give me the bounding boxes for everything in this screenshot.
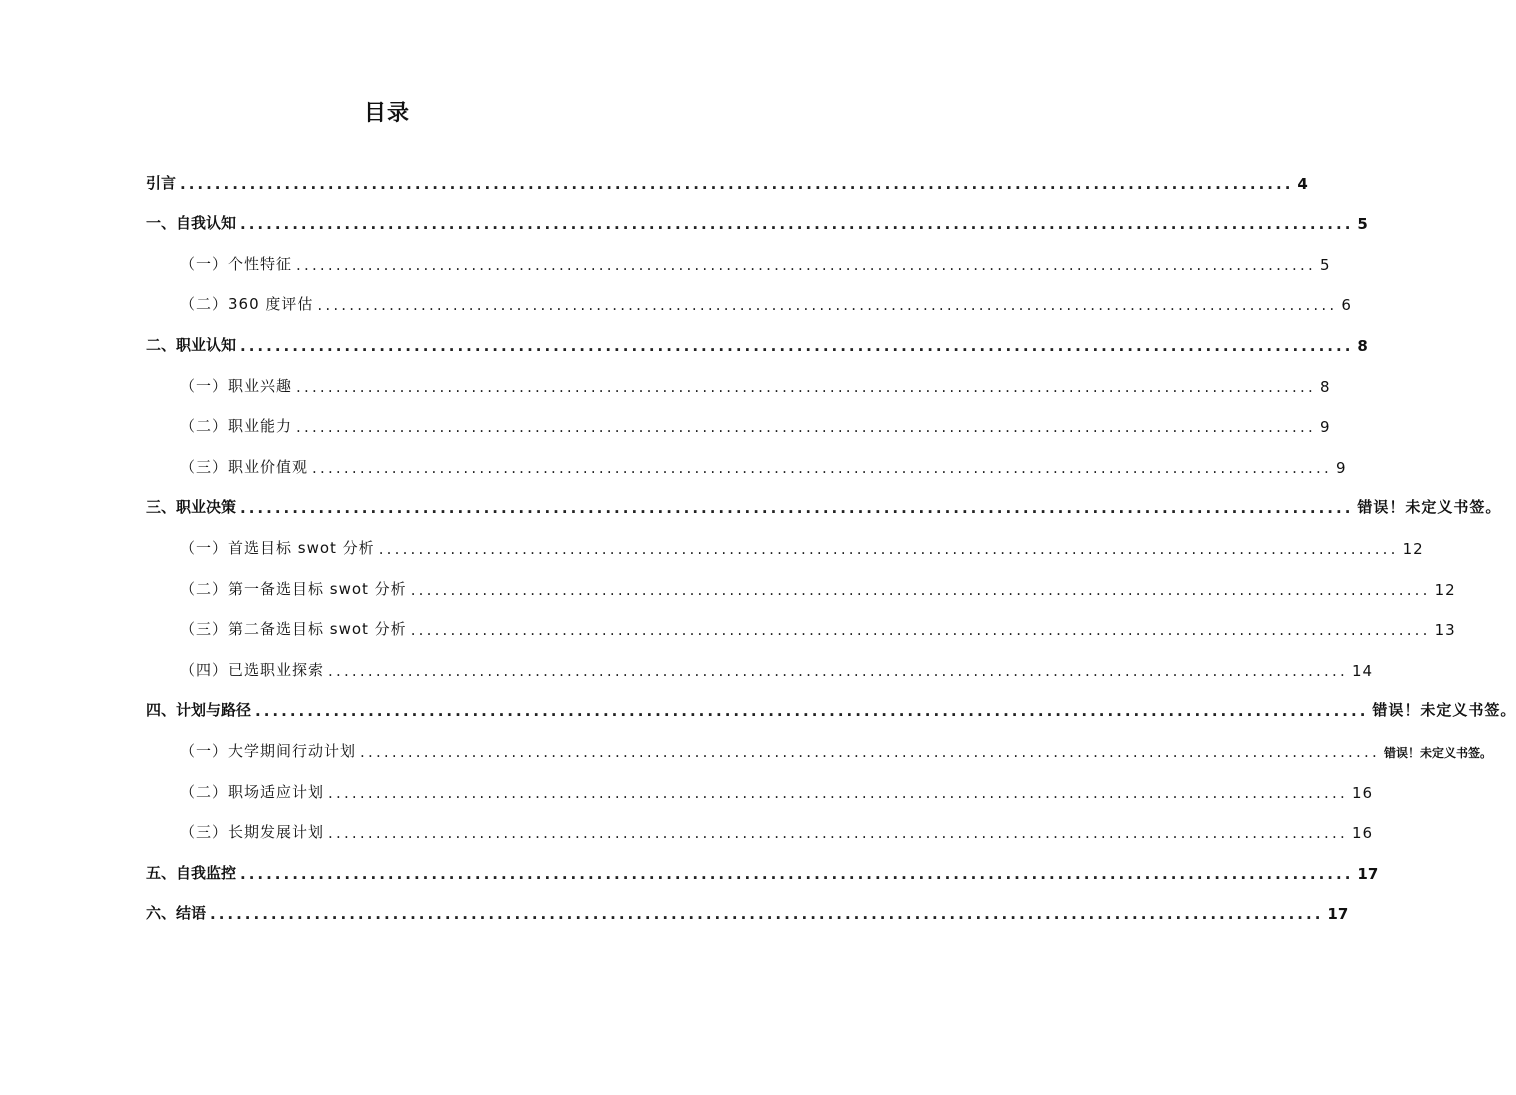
- toc-leader-dots: ................................................................................................................................: [312, 458, 1332, 477]
- toc-entry-label: 五、自我监控: [146, 863, 237, 882]
- toc-page-number: 8: [1357, 336, 1368, 355]
- toc-page-number: 14: [1351, 661, 1374, 680]
- toc-entry-label: 引言: [146, 173, 177, 192]
- toc-entry-label: 计划与路径: [176, 701, 252, 720]
- toc-page-number: 17: [1357, 864, 1379, 883]
- toc-entry[interactable]: [146, 883, 1349, 924]
- toc-entry-label: （二）360 度评估: [180, 295, 314, 314]
- toc-bookmark-error: 错误！未定义书签。: [1372, 701, 1516, 720]
- toc-page-number: 16: [1351, 783, 1374, 802]
- toc-entry[interactable]: [146, 274, 1352, 315]
- toc-entry-number: 三、: [146, 498, 177, 517]
- table-of-contents: [146, 152, 1516, 924]
- toc-entry[interactable]: [146, 802, 1374, 843]
- toc-leader-dots: ................................................................................................................................: [378, 539, 1399, 558]
- page-title: 目录: [363, 101, 410, 126]
- toc-entry[interactable]: [146, 314, 1368, 355]
- toc-page-number: 6: [1341, 296, 1352, 315]
- toc-page-number: 5: [1357, 215, 1368, 234]
- toc-entry[interactable]: [146, 558, 1456, 599]
- toc-leader-dots: ................................................................................................................................: [410, 580, 1431, 599]
- toc-leader-dots: ................................................................................................................................: [410, 621, 1431, 640]
- toc-entry[interactable]: [146, 517, 1424, 558]
- toc-leader-dots: ................................................................................................................................: [296, 255, 1316, 274]
- toc-leader-dots: ................................................................................................................................: [296, 418, 1316, 437]
- toc-entry-label: （一）首选目标 swot 分析: [180, 538, 375, 557]
- toc-entry-label: （一）职业兴趣: [180, 376, 293, 395]
- toc-page-number: 4: [1297, 174, 1308, 193]
- toc-entry-number: 一、: [146, 214, 177, 233]
- toc-leader-dots: ................................................................................................................................: [255, 702, 1369, 721]
- toc-entry[interactable]: [146, 639, 1374, 680]
- toc-leader-dots: ................................................................................................................................: [328, 783, 1348, 802]
- toc-page-number: 9: [1319, 418, 1331, 437]
- toc-entry[interactable]: [146, 599, 1456, 640]
- toc-entry[interactable]: [146, 193, 1368, 234]
- toc-leader-dots: ................................................................................................................................: [317, 296, 1338, 315]
- toc-leader-dots: ................................................................................................................................: [360, 742, 1380, 761]
- toc-entry[interactable]: [146, 233, 1331, 274]
- toc-leader-dots: ................................................................................................................................: [210, 905, 1324, 924]
- toc-bookmark-error: 错误！未定义书签。: [1357, 498, 1502, 517]
- toc-entry-label: 六、结语: [146, 904, 207, 923]
- toc-entry-label: 职业决策: [176, 498, 237, 517]
- toc-bookmark-error: 错误！未定义书签。: [1383, 745, 1492, 760]
- toc-entry-label: （三）长期发展计划: [180, 823, 325, 842]
- toc-page-number: 8: [1319, 377, 1331, 396]
- toc-leader-dots: ................................................................................................................................: [296, 377, 1316, 396]
- toc-entry[interactable]: [146, 761, 1374, 802]
- toc-entry-label: （二）第一备选目标 swot 分析: [180, 579, 407, 598]
- toc-leader-dots: ................................................................................................................................: [240, 499, 1354, 518]
- toc-entry-label: 自我认知: [176, 214, 237, 233]
- toc-entry[interactable]: [146, 436, 1347, 477]
- toc-page-number: 9: [1335, 458, 1347, 477]
- toc-entry-number: 二、: [146, 335, 177, 354]
- toc-entry[interactable]: [146, 842, 1379, 883]
- toc-entry-label: （一）个性特征: [180, 254, 293, 273]
- toc-entry-number: 四、: [146, 701, 177, 720]
- toc-page-number: 16: [1351, 824, 1374, 843]
- toc-entry-label: （四）已选职业探索: [180, 660, 325, 679]
- toc-entry-label: （一）大学期间行动计划: [180, 741, 357, 760]
- toc-entry[interactable]: [146, 680, 1516, 721]
- toc-entry[interactable]: [146, 477, 1502, 518]
- toc-page-number: 12: [1402, 539, 1424, 558]
- toc-leader-dots: ................................................................................................................................: [240, 864, 1354, 883]
- toc-leader-dots: ................................................................................................................................: [180, 174, 1294, 193]
- toc-entry-label: （二）职场适应计划: [180, 782, 325, 801]
- toc-entry[interactable]: [146, 396, 1331, 437]
- toc-entry[interactable]: [146, 152, 1308, 193]
- toc-leader-dots: ................................................................................................................................: [240, 336, 1354, 355]
- toc-entry-label: （三）第二备选目标 swot 分析: [180, 620, 407, 639]
- toc-page-number: 12: [1434, 580, 1456, 599]
- toc-entry-label: 职业认知: [176, 335, 237, 354]
- toc-leader-dots: ................................................................................................................................: [328, 824, 1348, 843]
- toc-page-number: 5: [1319, 255, 1331, 274]
- toc-entry[interactable]: [146, 355, 1331, 396]
- toc-page-number: 13: [1434, 621, 1456, 640]
- toc-leader-dots: ................................................................................................................................: [240, 215, 1354, 234]
- toc-leader-dots: ................................................................................................................................: [328, 661, 1348, 680]
- toc-entry-label: （三）职业价值观: [180, 457, 309, 476]
- toc-page-number: 17: [1327, 905, 1349, 924]
- toc-entry-label: （二）职业能力: [180, 417, 293, 436]
- toc-entry[interactable]: [146, 720, 1492, 761]
